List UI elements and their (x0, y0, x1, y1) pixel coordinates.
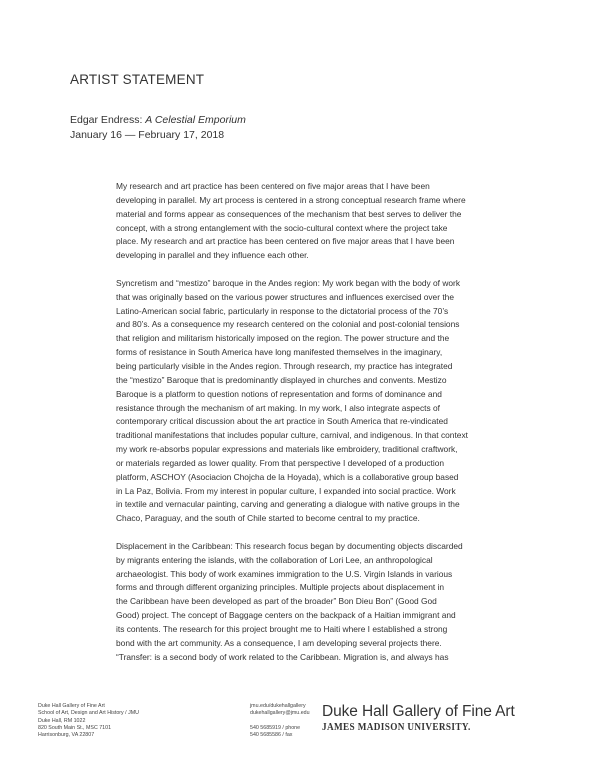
text-line: forms and through different organizing principles. Multiple projects about displacement in (116, 582, 445, 593)
text-line: in La Paz, Bolivia. From my interest in popular culture, I expanded into social practice. Work (116, 485, 456, 496)
exhibition-title: A Celestial Emporium (145, 114, 246, 126)
text-line: the Caribbean have been developed as part of the broader” Bon Dieu Bon” (Good God (116, 596, 437, 607)
text-line: Displacement in the Caribbean: This research focus began by documenting objects discarded (116, 540, 463, 551)
gallery-logo (322, 703, 562, 733)
footer-address (38, 703, 139, 739)
text-line: “Transfer: is a second body of work related to the Caribbean. Migration is, and always has (116, 651, 449, 662)
exhibition-dates: January 16 — February 17, 2018 (70, 129, 225, 141)
logo-university-name: JAMES MADISON UNIVERSITY. (322, 722, 471, 733)
address-line: 820 South Main St., MSC 7101 (38, 724, 112, 731)
text-line: archaeologist. This body of work examines immigration to the U.S. Virgin Islands in various (116, 568, 453, 579)
footer-contact (250, 703, 310, 739)
fax-number: 540 5685586 / fax (250, 732, 293, 739)
text-line: traditional manifestations that includes popular culture, carnival, and indigenous. In that context (116, 430, 468, 441)
text-line: forms of resistance in South America have long manifested themselves in the imaginary, (116, 347, 443, 358)
text-line: that religion and militarism historically imposed on the region. The power structure and the (116, 333, 450, 344)
artist-name: Edgar Endress: (70, 114, 146, 126)
text-line: concept, with a strong entanglement with the socio-cultural context where the project take (116, 222, 448, 233)
statement-body (116, 180, 556, 678)
address-line: Duke Hall Gallery of Fine Art (38, 703, 105, 709)
text-line: Good) project. The concept of Baggage centers on the backpack of a Haitian immigrant and (116, 610, 456, 621)
text-line: contemporary critical discussion about the art practice in South America that re-vindicated (116, 416, 448, 427)
text-line: Latino-American social fabric, particularly in response to the dictatorial process of the 70’s (116, 305, 449, 316)
page-footer (0, 700, 600, 776)
text-line: my work re-absorbs popular expressions and materials like embroidery, traditional craftwork, (116, 444, 458, 455)
text-line: the “mestizo” Baroque that is predominantly displayed in churches and convents. Mestizo (116, 374, 447, 385)
text-line: developing in parallel and they influence each other. (116, 250, 309, 261)
address-line: Harrisonburg, VA 22807 (38, 732, 95, 739)
text-line: by migrants entering the islands, with the collaboration of Lori Lee, an anthropological (116, 554, 433, 565)
text-line: material and forms appear as consequences of the mechanism that best serves to deliver the (116, 208, 462, 219)
text-line: that was originally based on the various power structures and influences exercised over the (116, 291, 454, 302)
text-line: resistance through the mechanism of art making. In my work, I also integrate aspects of (116, 402, 440, 413)
text-line: being particularly visible in the Andes region. Through research, my practice has integrated (116, 360, 453, 371)
text-line: its contents. The research for this project brought me to Haiti where I established a strong (116, 624, 448, 634)
exhibition-info (70, 113, 246, 143)
text-line: or materials regarded as lower quality. From that perspective I developed of a production (116, 457, 445, 468)
paragraph-displacement (116, 540, 556, 665)
text-line: in textile and vernacular painting, carving and generating a dialogue with native groups in the (116, 499, 460, 510)
text-line: Baroque is a platform to question notions of representation and forms of dominance and (116, 388, 442, 399)
text-line: and 80’s. As a consequence my research centered on the colonial and post-colonial tensions (116, 319, 460, 330)
website-link[interactable]: jmu.edu/dukehallgallery (250, 703, 306, 709)
page-title: ARTIST STATEMENT (70, 72, 205, 87)
text-line: My research and art practice has been centered on five major areas that I have been (116, 181, 430, 191)
text-line: place. My research and art practice has been centered on five major areas that I have been (116, 236, 455, 247)
text-line: bond with the art community. As a consequence, I am developing several projects there. (116, 637, 442, 648)
address-line: School of Art, Design and Art History / JMU (38, 710, 139, 717)
text-line: Chaco, Paraguay, and the south of Chile started to become central to my practice. (116, 513, 420, 524)
email-link[interactable]: dukehallgallery@jmu.edu (250, 710, 310, 717)
paragraph-syncretism (116, 277, 556, 526)
phone-number: 540 5685919 / phone (250, 724, 301, 731)
text-line: platform, ASCHOY (Asociacion Chojcha de la Hoyada), which is a collaborative group based (116, 471, 459, 482)
text-line: Syncretism and “mestizo” baroque in the Andes region: My work began with the body of work (116, 277, 461, 288)
address-line: Duke Hall, RM 1022 (38, 717, 86, 724)
paragraph-intro (116, 180, 556, 263)
exhibition-title-line (70, 113, 246, 128)
logo-gallery-name: Duke Hall Gallery of Fine Art (322, 703, 515, 720)
text-line: developing in parallel. My art process is centered in a strong conceptual research frame where (116, 194, 466, 205)
